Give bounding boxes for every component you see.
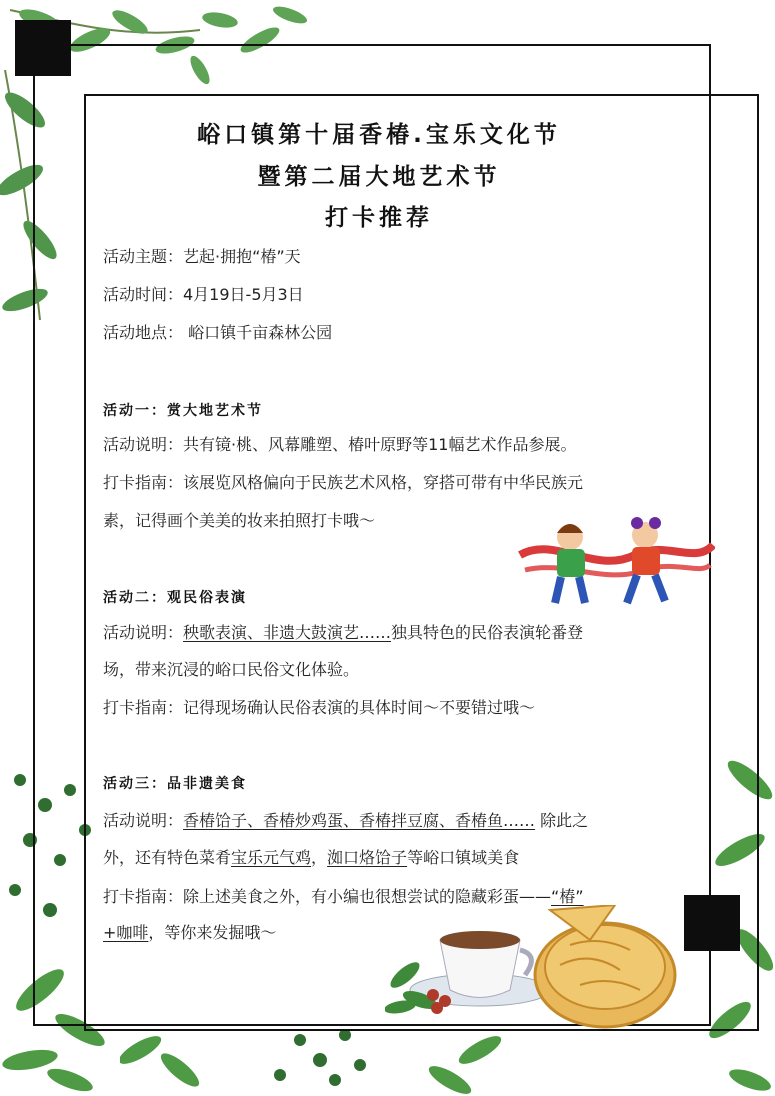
activity-3-desc-rest: 除此之 [535, 811, 589, 830]
activity-2-desc [103, 622, 583, 644]
activity-2-desc-prefix: 活动说明： [103, 623, 184, 642]
activity-3-dish-2: 洳口烙饸子 [327, 848, 408, 867]
activity-3-desc [103, 810, 588, 832]
activity-3-line2-rest: 等峪口镇域美食 [407, 848, 520, 867]
activity-3-guide-line2 [103, 922, 276, 944]
activity-2-desc-rest: 独具特色的民俗表演轮番登 [391, 623, 584, 642]
activity-3-desc-prefix: 活动说明： [103, 811, 184, 830]
corner-square [15, 20, 71, 76]
activity-3-line2-sep: ， [311, 848, 328, 867]
activity-1-guide-line2: 素，记得画个美美的妆来拍照打卡哦～ [103, 511, 376, 530]
activity-3-guide-prefix: 打卡指南：除上述美食之外，有小编也很想尝试的隐藏彩蛋—— [103, 887, 552, 906]
activity-1-heading: 活动一：赏大地艺术节 [103, 403, 263, 419]
activity-2-desc-highlight: 秧歌表演、非遗大鼓演艺…… [183, 623, 392, 642]
pancake-illustration [530, 905, 680, 1030]
dancing-children-illustration [515, 515, 715, 620]
activity-3-guide [103, 886, 584, 908]
title-line-2: 暨第二届大地艺术节 [257, 164, 501, 190]
activity-place: 活动地点： 峪口镇千亩森林公园 [103, 323, 333, 342]
activity-3-dish-1: 宝乐元气鸡 [231, 848, 312, 867]
activity-3-heading: 活动三：品非遗美食 [103, 776, 247, 792]
activity-2-heading: 活动二：观民俗表演 [103, 590, 247, 606]
corner-square [684, 895, 740, 951]
activity-3-desc-line2 [103, 847, 519, 869]
activity-3-line2-prefix: 外，还有特色菜肴 [103, 848, 232, 867]
activity-3-desc-highlight: 香椿饸子、香椿炒鸡蛋、香椿拌豆腐、香椿鱼…… [183, 811, 536, 830]
activity-3-guide2-highlight: +咖啡 [103, 923, 149, 942]
title-line-1: 峪口镇第十届香椿.宝乐文化节 [197, 122, 561, 148]
activity-2-desc-line2: 场，带来沉浸的峪口民俗文化体验。 [103, 660, 360, 679]
activity-3-guide-highlight: “椿” [551, 887, 584, 906]
activity-1-guide-line1: 打卡指南：该展览风格偏向于民族艺术风格，穿搭可带有中华民族元 [103, 473, 584, 492]
activity-theme: 活动主题：艺起·拥抱“椿”天 [103, 247, 301, 266]
activity-time: 活动时间：4月19日-5月3日 [103, 285, 304, 304]
activity-3-guide2-rest: ，等你来发掘哦～ [148, 923, 277, 942]
activity-1-desc: 活动说明：共有镜·桃、风幕雕塑、椿叶原野等11幅艺术作品参展。 [103, 435, 577, 454]
activity-2-guide: 打卡指南：记得现场确认民俗表演的具体时间～不要错过哦～ [103, 698, 536, 717]
title-line-3: 打卡推荐 [325, 205, 433, 231]
